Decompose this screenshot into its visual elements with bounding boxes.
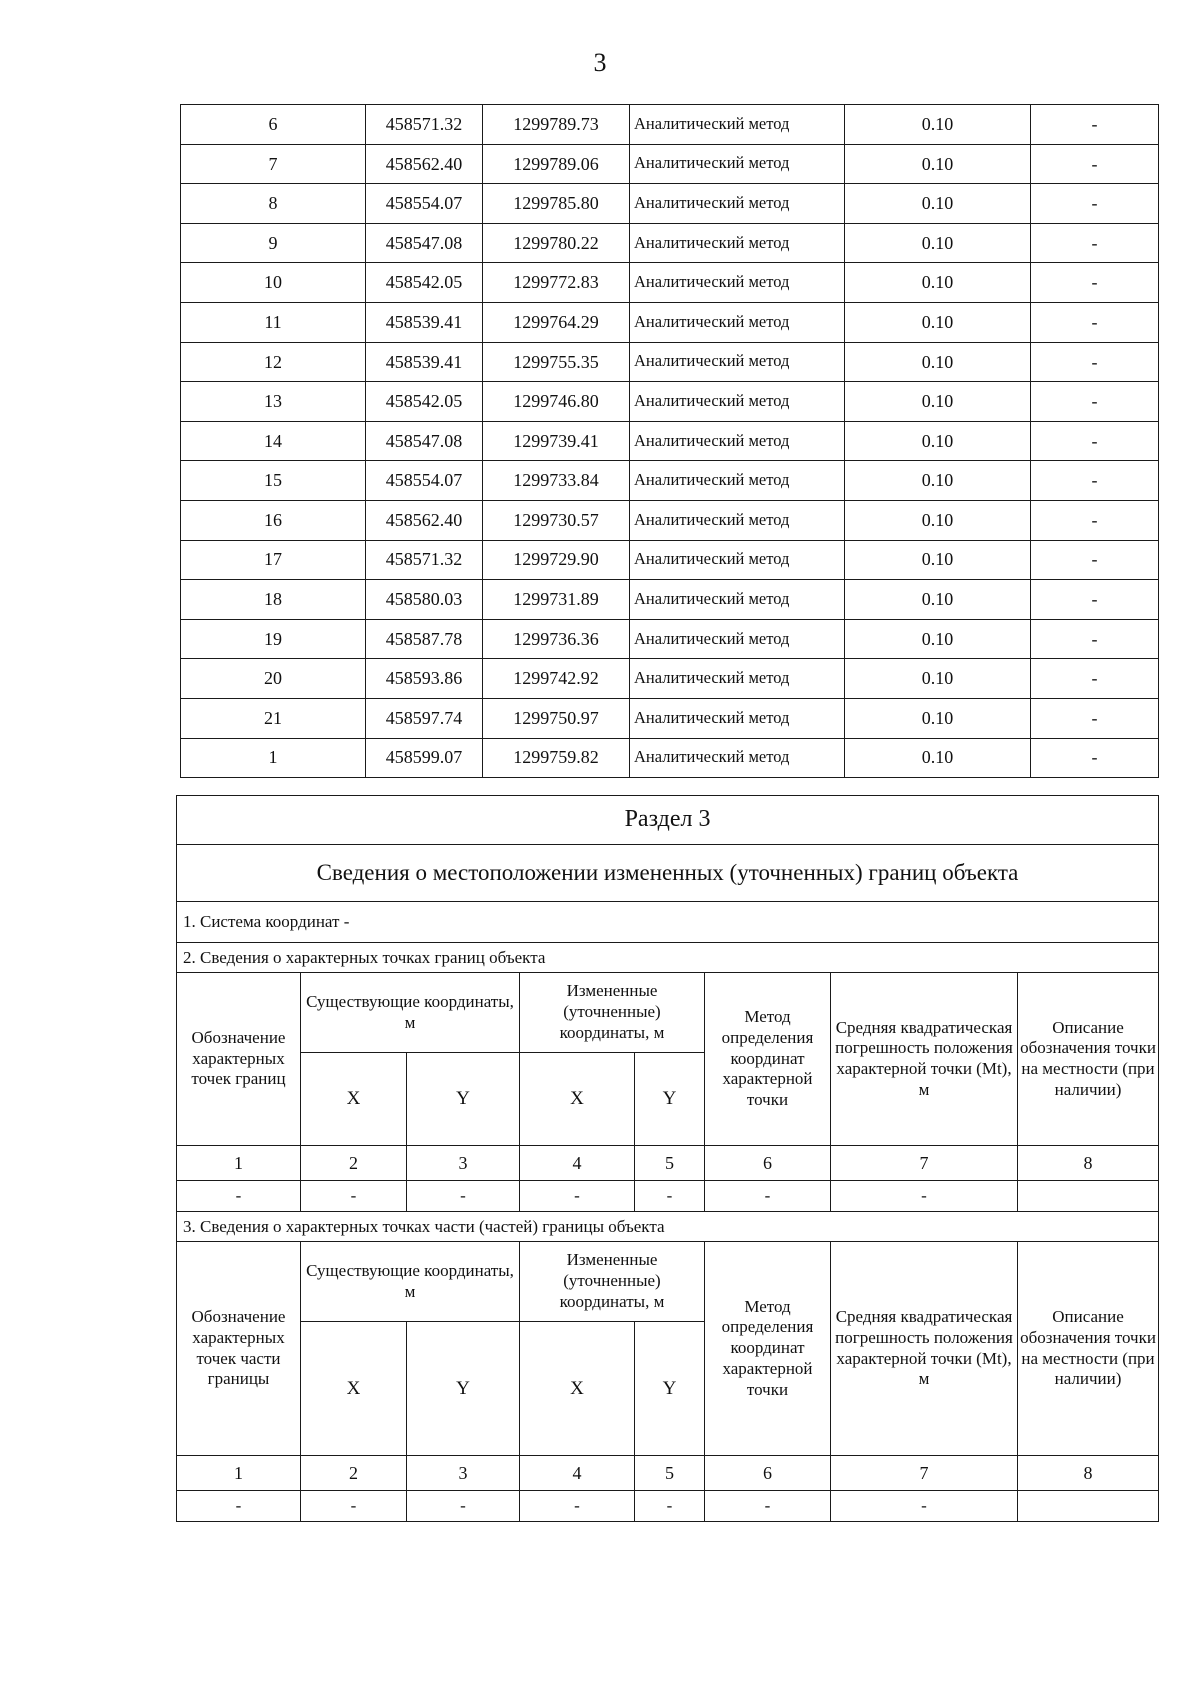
method-cell: Аналитический метод: [630, 342, 845, 382]
description-cell: -: [1031, 184, 1159, 224]
coordinates-table: [180, 104, 1159, 778]
cell: -: [520, 1181, 635, 1212]
cell: -: [831, 1181, 1018, 1212]
coordinate-row: [181, 184, 1159, 224]
x-coordinate-cell: 458542.05: [366, 263, 483, 303]
point-number-cell: 7: [181, 144, 366, 184]
error-cell: 0.10: [845, 382, 1031, 422]
y-coordinate-cell: 1299764.29: [483, 302, 630, 342]
x-coordinate-cell: 458571.32: [366, 540, 483, 580]
method-cell: Аналитический метод: [630, 738, 845, 778]
error-cell: 0.10: [845, 619, 1031, 659]
coordinate-row: [181, 105, 1159, 145]
header-designation-part: Обозначение характерных точек части границы: [177, 1242, 301, 1456]
description-cell: -: [1031, 698, 1159, 738]
error-cell: 0.10: [845, 263, 1031, 303]
coordinate-row: [181, 500, 1159, 540]
method-cell: Аналитический метод: [630, 540, 845, 580]
point-number-cell: 21: [181, 698, 366, 738]
method-cell: Аналитический метод: [630, 500, 845, 540]
parts-heading: 3. Сведения о характерных точках части (частей) границы объекта: [177, 1212, 1159, 1242]
coordinate-row: [181, 382, 1159, 422]
description-cell: -: [1031, 302, 1159, 342]
coordinate-row: [181, 302, 1159, 342]
y-coordinate-cell: 1299755.35: [483, 342, 630, 382]
header-changed-y: Y: [635, 1322, 705, 1456]
x-coordinate-cell: 458597.74: [366, 698, 483, 738]
column-number: 6: [705, 1146, 831, 1181]
header-changed-x: X: [520, 1322, 635, 1456]
y-coordinate-cell: 1299772.83: [483, 263, 630, 303]
method-cell: Аналитический метод: [630, 659, 845, 699]
error-cell: 0.10: [845, 184, 1031, 224]
method-cell: Аналитический метод: [630, 619, 845, 659]
point-number-cell: 8: [181, 184, 366, 224]
y-coordinate-cell: 1299759.82: [483, 738, 630, 778]
method-cell: Аналитический метод: [630, 698, 845, 738]
column-number: 4: [520, 1456, 635, 1491]
cell: [1018, 1181, 1159, 1212]
cell: -: [177, 1491, 301, 1522]
description-cell: -: [1031, 342, 1159, 382]
method-cell: Аналитический метод: [630, 105, 845, 145]
cell: -: [301, 1181, 407, 1212]
coordinate-system-line: 1. Система координат -: [177, 902, 1159, 943]
y-coordinate-cell: 1299730.57: [483, 500, 630, 540]
point-number-cell: 17: [181, 540, 366, 580]
cell: -: [635, 1491, 705, 1522]
header-description: Описание обозначения точки на местности (при наличии): [1018, 1242, 1159, 1456]
error-cell: 0.10: [845, 659, 1031, 699]
section-title: Раздел 3: [177, 796, 1159, 845]
x-coordinate-cell: 458547.08: [366, 223, 483, 263]
header-error: Средняя квадратическая погрешность положения характерной точки (Mt), м: [831, 1242, 1018, 1456]
column-number: 8: [1018, 1456, 1159, 1491]
point-number-cell: 14: [181, 421, 366, 461]
error-cell: 0.10: [845, 738, 1031, 778]
y-coordinate-cell: 1299739.41: [483, 421, 630, 461]
point-number-cell: 9: [181, 223, 366, 263]
cell: -: [705, 1181, 831, 1212]
page-number: 3: [593, 48, 607, 77]
column-number: 1: [177, 1456, 301, 1491]
cell: -: [407, 1181, 520, 1212]
x-coordinate-cell: 458587.78: [366, 619, 483, 659]
coordinate-row: [181, 580, 1159, 620]
x-coordinate-cell: 458599.07: [366, 738, 483, 778]
x-coordinate-cell: 458554.07: [366, 461, 483, 501]
y-coordinate-cell: 1299789.73: [483, 105, 630, 145]
column-number: 7: [831, 1146, 1018, 1181]
y-coordinate-cell: 1299736.36: [483, 619, 630, 659]
coordinate-row: [181, 263, 1159, 303]
column-numbers-row: [177, 1146, 1159, 1181]
column-number: 2: [301, 1456, 407, 1491]
column-number: 8: [1018, 1146, 1159, 1181]
y-coordinate-cell: 1299729.90: [483, 540, 630, 580]
header-method: Метод определения координат характерной точки: [705, 973, 831, 1146]
coordinate-row: [181, 738, 1159, 778]
description-cell: -: [1031, 738, 1159, 778]
method-cell: Аналитический метод: [630, 302, 845, 342]
error-cell: 0.10: [845, 223, 1031, 263]
description-cell: -: [1031, 659, 1159, 699]
header-error: Средняя квадратическая погрешность положения характерной точки (Mt), м: [831, 973, 1018, 1146]
y-coordinate-cell: 1299731.89: [483, 580, 630, 620]
error-cell: 0.10: [845, 105, 1031, 145]
error-cell: 0.10: [845, 144, 1031, 184]
coordinate-row: [181, 698, 1159, 738]
parts-data-row: [177, 1491, 1159, 1522]
x-coordinate-cell: 458547.08: [366, 421, 483, 461]
point-number-cell: 20: [181, 659, 366, 699]
coordinate-row: [181, 540, 1159, 580]
error-cell: 0.10: [845, 342, 1031, 382]
method-cell: Аналитический метод: [630, 184, 845, 224]
method-cell: Аналитический метод: [630, 223, 845, 263]
error-cell: 0.10: [845, 580, 1031, 620]
description-cell: -: [1031, 619, 1159, 659]
coordinate-row: [181, 421, 1159, 461]
description-cell: -: [1031, 144, 1159, 184]
column-number: 3: [407, 1456, 520, 1491]
point-number-cell: 12: [181, 342, 366, 382]
column-number: 1: [177, 1146, 301, 1181]
cell: -: [177, 1181, 301, 1212]
x-coordinate-cell: 458539.41: [366, 342, 483, 382]
header-changed-x: X: [520, 1053, 635, 1146]
description-cell: -: [1031, 580, 1159, 620]
description-cell: -: [1031, 540, 1159, 580]
description-cell: -: [1031, 223, 1159, 263]
description-cell: -: [1031, 382, 1159, 422]
cell: -: [407, 1491, 520, 1522]
y-coordinate-cell: 1299789.06: [483, 144, 630, 184]
x-coordinate-cell: 458539.41: [366, 302, 483, 342]
description-cell: -: [1031, 461, 1159, 501]
x-coordinate-cell: 458562.40: [366, 144, 483, 184]
point-number-cell: 15: [181, 461, 366, 501]
column-number: 5: [635, 1146, 705, 1181]
column-number: 3: [407, 1146, 520, 1181]
section-3-table: [176, 795, 1159, 1522]
x-coordinate-cell: 458562.40: [366, 500, 483, 540]
y-coordinate-cell: 1299750.97: [483, 698, 630, 738]
header-existing-y: Y: [407, 1322, 520, 1456]
x-coordinate-cell: 458571.32: [366, 105, 483, 145]
header-designation: Обозначение характерных точек границ: [177, 973, 301, 1146]
header-changed: Измененные (уточненные) координаты, м: [520, 1242, 705, 1322]
cell: -: [831, 1491, 1018, 1522]
description-cell: -: [1031, 421, 1159, 461]
error-cell: 0.10: [845, 302, 1031, 342]
header-existing: Существующие координаты, м: [301, 1242, 520, 1322]
column-numbers-row: [177, 1456, 1159, 1491]
point-number-cell: 19: [181, 619, 366, 659]
points-data-row: [177, 1181, 1159, 1212]
method-cell: Аналитический метод: [630, 421, 845, 461]
point-number-cell: 10: [181, 263, 366, 303]
coordinate-row: [181, 619, 1159, 659]
header-description: Описание обозначения точки на местности (при наличии): [1018, 973, 1159, 1146]
column-number: 5: [635, 1456, 705, 1491]
error-cell: 0.10: [845, 421, 1031, 461]
method-cell: Аналитический метод: [630, 382, 845, 422]
header-changed: Измененные (уточненные) координаты, м: [520, 973, 705, 1053]
point-number-cell: 11: [181, 302, 366, 342]
error-cell: 0.10: [845, 698, 1031, 738]
points-heading: 2. Сведения о характерных точках границ объекта: [177, 943, 1159, 973]
header-existing-x: X: [301, 1322, 407, 1456]
header-existing-x: X: [301, 1053, 407, 1146]
point-number-cell: 1: [181, 738, 366, 778]
description-cell: -: [1031, 500, 1159, 540]
error-cell: 0.10: [845, 461, 1031, 501]
y-coordinate-cell: 1299733.84: [483, 461, 630, 501]
method-cell: Аналитический метод: [630, 263, 845, 303]
x-coordinate-cell: 458593.86: [366, 659, 483, 699]
cell: -: [705, 1491, 831, 1522]
header-method: Метод определения координат характерной точки: [705, 1242, 831, 1456]
error-cell: 0.10: [845, 500, 1031, 540]
y-coordinate-cell: 1299785.80: [483, 184, 630, 224]
coordinate-row: [181, 342, 1159, 382]
column-number: 6: [705, 1456, 831, 1491]
header-existing-y: Y: [407, 1053, 520, 1146]
y-coordinate-cell: 1299746.80: [483, 382, 630, 422]
cell: -: [520, 1491, 635, 1522]
column-number: 7: [831, 1456, 1018, 1491]
coordinate-row: [181, 144, 1159, 184]
error-cell: 0.10: [845, 540, 1031, 580]
coordinate-row: [181, 223, 1159, 263]
point-number-cell: 18: [181, 580, 366, 620]
cell: -: [301, 1491, 407, 1522]
method-cell: Аналитический метод: [630, 461, 845, 501]
x-coordinate-cell: 458580.03: [366, 580, 483, 620]
x-coordinate-cell: 458542.05: [366, 382, 483, 422]
point-number-cell: 13: [181, 382, 366, 422]
header-existing: Существующие координаты, м: [301, 973, 520, 1053]
coordinate-row: [181, 659, 1159, 699]
method-cell: Аналитический метод: [630, 580, 845, 620]
cell: -: [635, 1181, 705, 1212]
description-cell: -: [1031, 105, 1159, 145]
column-number: 2: [301, 1146, 407, 1181]
coordinate-row: [181, 461, 1159, 501]
cell: [1018, 1491, 1159, 1522]
section-subtitle: Сведения о местоположении измененных (уточненных) границ объекта: [177, 845, 1159, 902]
x-coordinate-cell: 458554.07: [366, 184, 483, 224]
description-cell: -: [1031, 263, 1159, 303]
method-cell: Аналитический метод: [630, 144, 845, 184]
point-number-cell: 6: [181, 105, 366, 145]
y-coordinate-cell: 1299780.22: [483, 223, 630, 263]
header-changed-y: Y: [635, 1053, 705, 1146]
y-coordinate-cell: 1299742.92: [483, 659, 630, 699]
column-number: 4: [520, 1146, 635, 1181]
point-number-cell: 16: [181, 500, 366, 540]
